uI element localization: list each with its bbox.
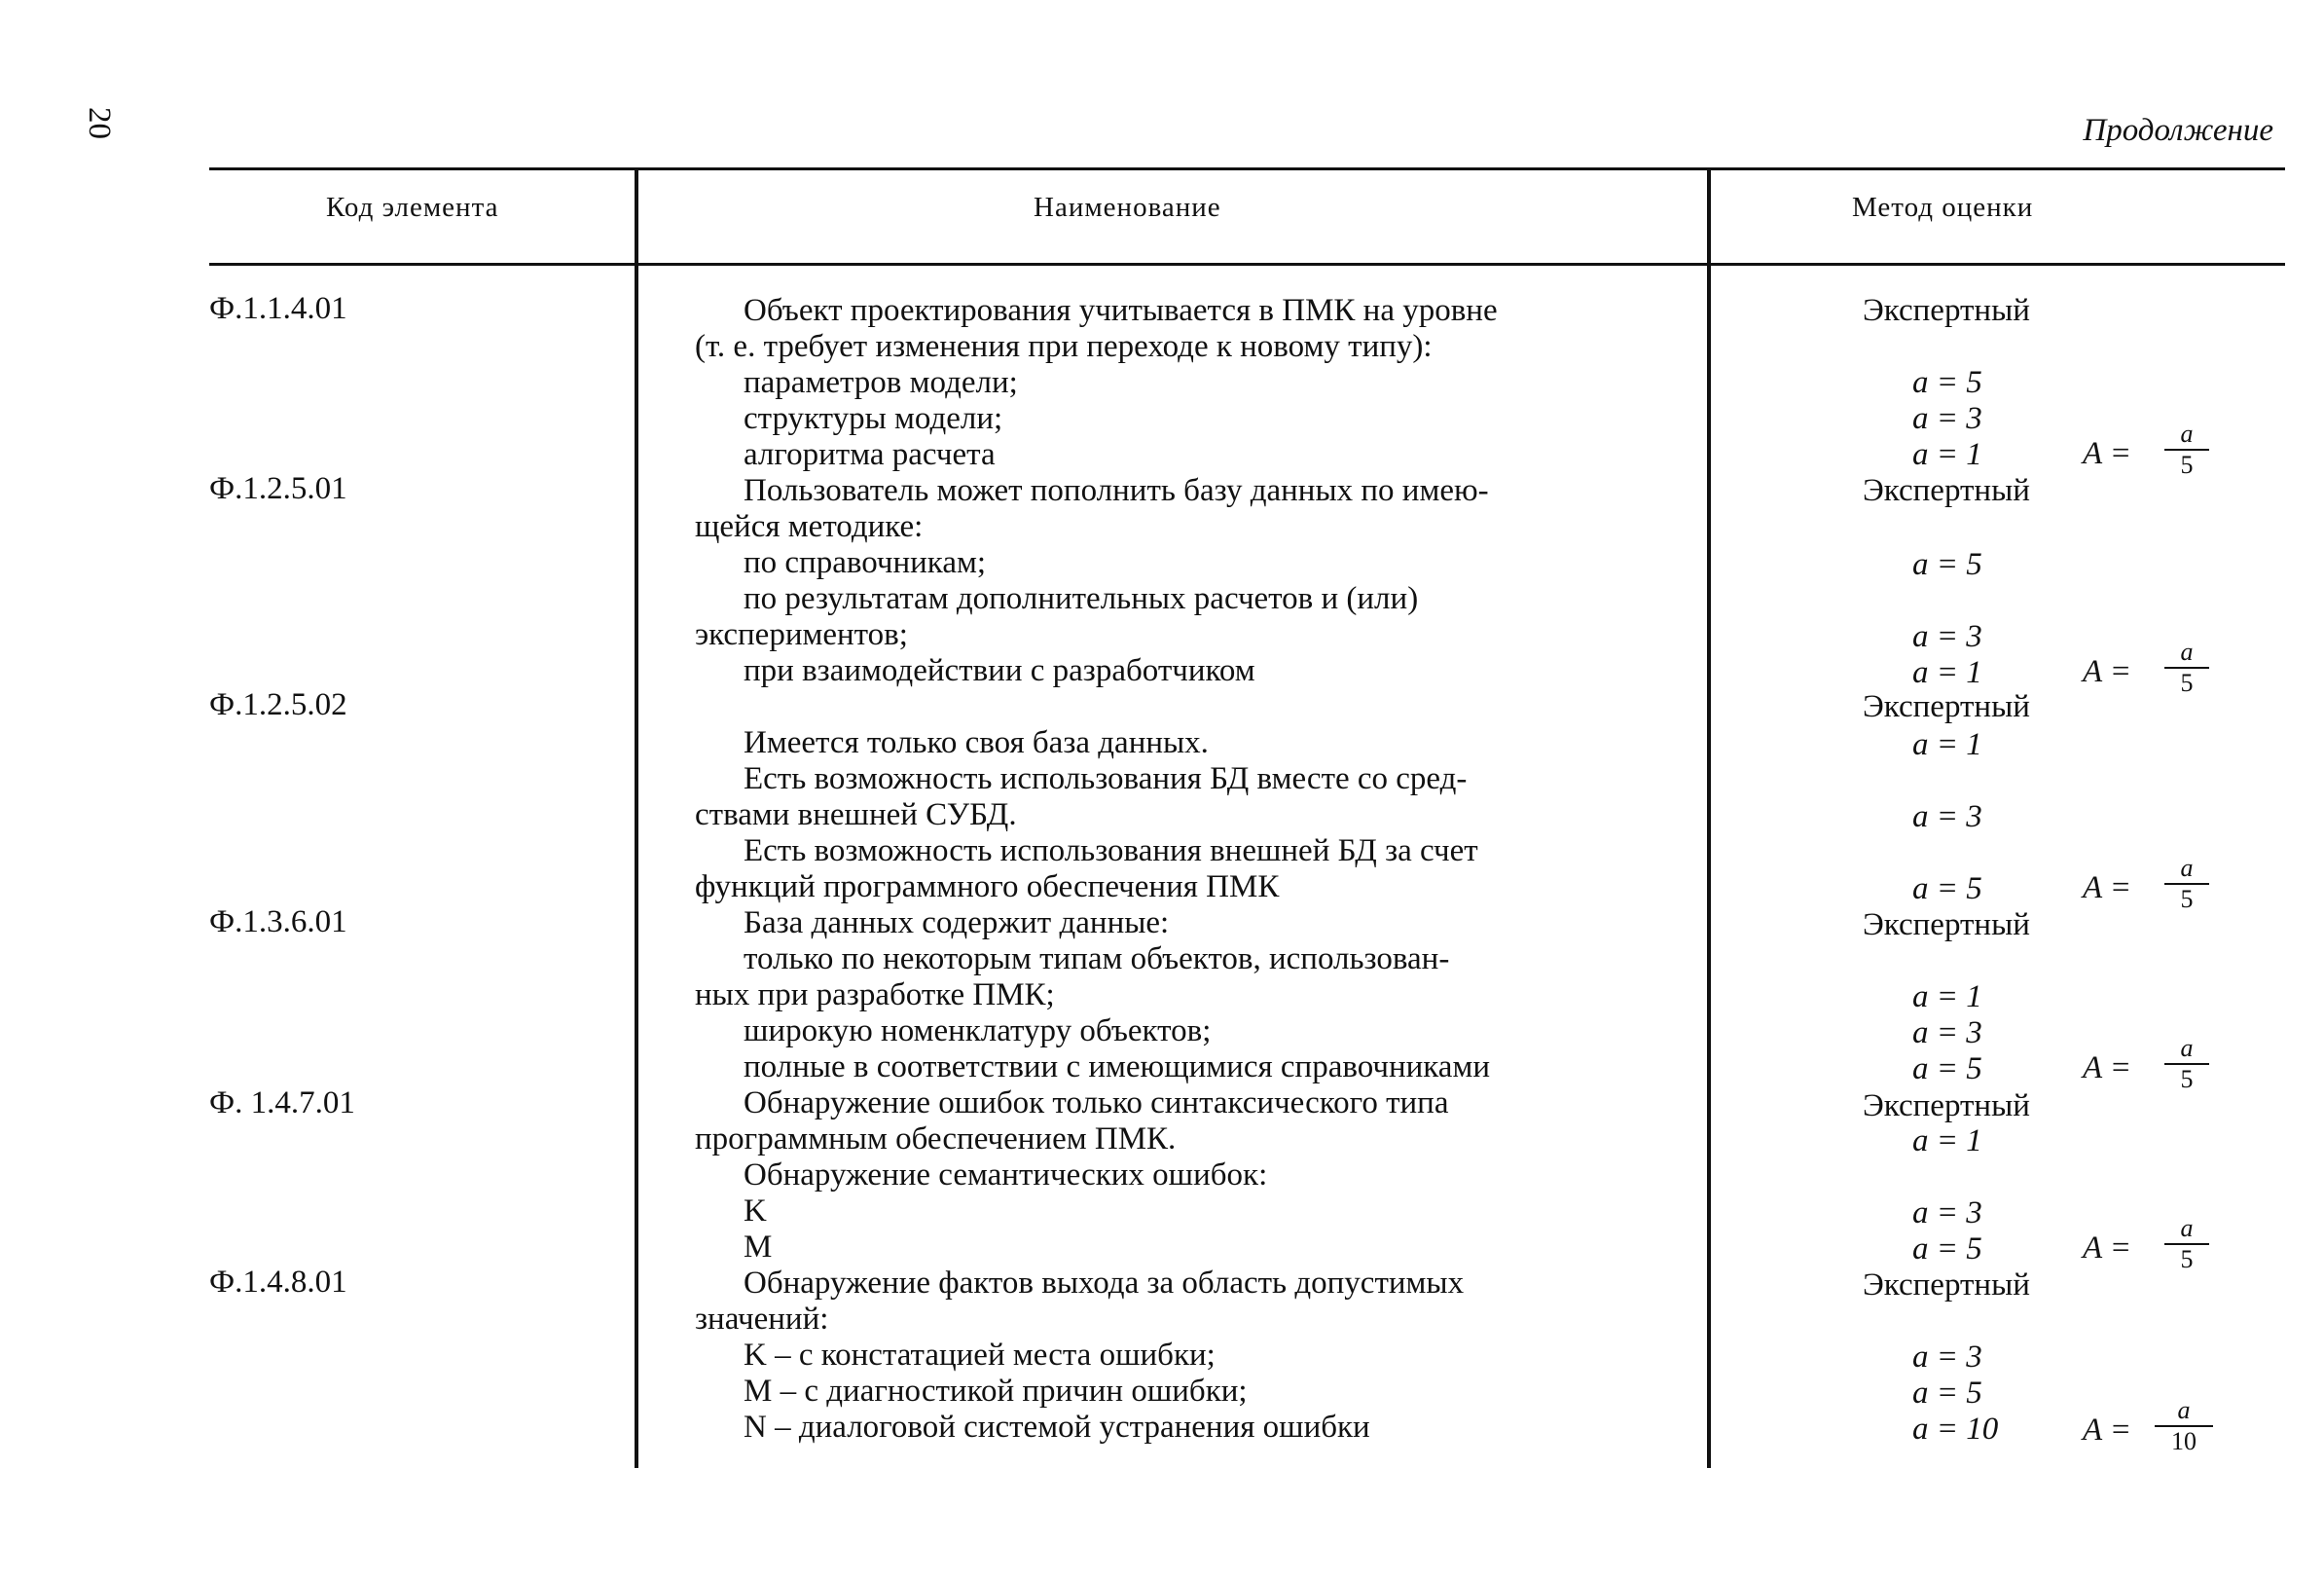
- score-value: a = 3: [1912, 1339, 1982, 1375]
- formula-lhs: A =: [2083, 1413, 2132, 1448]
- score-value: a = 1: [1912, 727, 1982, 762]
- name-line: Есть возможность использования внешней БД за счет: [744, 833, 1478, 868]
- score-value: a = 5: [1912, 1376, 1982, 1411]
- name-line: при взаимодействии с разработчиком: [744, 653, 1255, 688]
- name-line: только по некоторым типам объектов, использован-: [744, 941, 1450, 976]
- formula-fraction: a 10: [2155, 1397, 2213, 1455]
- column-divider-1: [635, 167, 638, 1468]
- name-line: структуры модели;: [744, 401, 1003, 436]
- name-line: по результатам дополнительных расчетов и (или): [744, 581, 1419, 616]
- continuation-label: Продолжение: [2083, 113, 2273, 148]
- formula-lhs: A =: [2083, 1230, 2132, 1266]
- score-value: a = 5: [1912, 1231, 1982, 1266]
- name-line: значений:: [695, 1302, 829, 1337]
- name-line: Объект проектирования учитывается в ПМК на уровне: [744, 293, 1498, 328]
- column-divider-2: [1707, 167, 1711, 1468]
- score-value: a = 3: [1912, 1195, 1982, 1230]
- formula-lhs: A =: [2083, 436, 2132, 471]
- name-line: Обнаружение фактов выхода за область допустимых: [744, 1266, 1465, 1301]
- formula-fraction: a 5: [2164, 1035, 2209, 1093]
- formula-lhs: A =: [2083, 1050, 2132, 1085]
- name-line: Обнаружение семантических ошибок:: [744, 1157, 1268, 1193]
- score-value: a = 1: [1912, 437, 1982, 472]
- table-top-rule: [209, 167, 2285, 170]
- score-value: a = 5: [1912, 871, 1982, 906]
- method-label: Экспертный: [1863, 1267, 2030, 1303]
- name-line: по справочникам;: [744, 545, 987, 580]
- formula-fraction: a 5: [2164, 421, 2209, 479]
- name-line: Есть возможность использования БД вместе со сред-: [744, 761, 1468, 796]
- header-method: Метод оценки: [1852, 192, 2034, 223]
- score-value: a = 3: [1912, 799, 1982, 834]
- name-line: ствами внешней СУБД.: [695, 797, 1017, 832]
- score-value: a = 10: [1912, 1412, 1999, 1447]
- element-code: Ф.1.4.8.01: [209, 1265, 347, 1300]
- score-value: a = 5: [1912, 547, 1982, 582]
- name-line: Имеется только своя база данных.: [744, 725, 1209, 760]
- header-code: Код элемента: [326, 192, 499, 223]
- name-line: M: [744, 1229, 773, 1265]
- score-value: a = 3: [1912, 619, 1982, 654]
- element-code: Ф.1.2.5.01: [209, 471, 347, 506]
- name-line: M – с диагностикой причин ошибки;: [744, 1374, 1248, 1409]
- header-name: Наименование: [1034, 192, 1221, 223]
- score-value: a = 5: [1912, 1051, 1982, 1086]
- name-line: экспериментов;: [695, 617, 908, 652]
- formula-fraction: a 5: [2164, 855, 2209, 913]
- name-line: алгоритма расчета: [744, 437, 996, 472]
- name-line: K: [744, 1193, 767, 1229]
- name-line: K – с констатацией места ошибки;: [744, 1338, 1216, 1373]
- name-line: Обнаружение ошибок только синтаксического типа: [744, 1085, 1449, 1120]
- name-line: щейся методике:: [695, 509, 924, 544]
- formula-lhs: A =: [2083, 654, 2132, 689]
- name-line: N – диалоговой системой устранения ошибки: [744, 1410, 1370, 1445]
- score-value: a = 3: [1912, 1015, 1982, 1050]
- score-value: a = 3: [1912, 401, 1982, 436]
- method-label: Экспертный: [1863, 689, 2030, 724]
- name-line: Пользователь может пополнить базу данных по имею-: [744, 473, 1489, 508]
- method-label: Экспертный: [1863, 293, 2030, 328]
- name-line: (т. е. требует изменения при переходе к новому типу):: [695, 329, 1433, 364]
- method-label: Экспертный: [1863, 1088, 2030, 1123]
- score-value: a = 1: [1912, 1123, 1982, 1158]
- element-code: Ф.1.1.4.01: [209, 291, 347, 326]
- score-value: a = 1: [1912, 979, 1982, 1014]
- page-number: 20: [82, 107, 117, 139]
- formula-fraction: a 5: [2164, 1215, 2209, 1273]
- name-line: ных при разработке ПМК;: [695, 977, 1055, 1012]
- method-label: Экспертный: [1863, 473, 2030, 508]
- name-line: параметров модели;: [744, 365, 1018, 400]
- element-code: Ф.1.2.5.02: [209, 687, 347, 722]
- element-code: Ф.1.3.6.01: [209, 904, 347, 939]
- formula-fraction: a 5: [2164, 639, 2209, 697]
- name-line: База данных содержит данные:: [744, 905, 1170, 940]
- element-code: Ф. 1.4.7.01: [209, 1085, 355, 1120]
- formula-lhs: A =: [2083, 870, 2132, 905]
- header-bottom-rule: [209, 263, 2285, 266]
- name-line: широкую номенклатуру объектов;: [744, 1013, 1212, 1048]
- name-line: функций программного обеспечения ПМК: [695, 869, 1280, 904]
- method-label: Экспертный: [1863, 907, 2030, 942]
- score-value: a = 5: [1912, 365, 1982, 400]
- score-value: a = 1: [1912, 655, 1982, 690]
- name-line: программным обеспечением ПМК.: [695, 1121, 1177, 1156]
- name-line: полные в соответствии с имеющимися справочниками: [744, 1049, 1490, 1084]
